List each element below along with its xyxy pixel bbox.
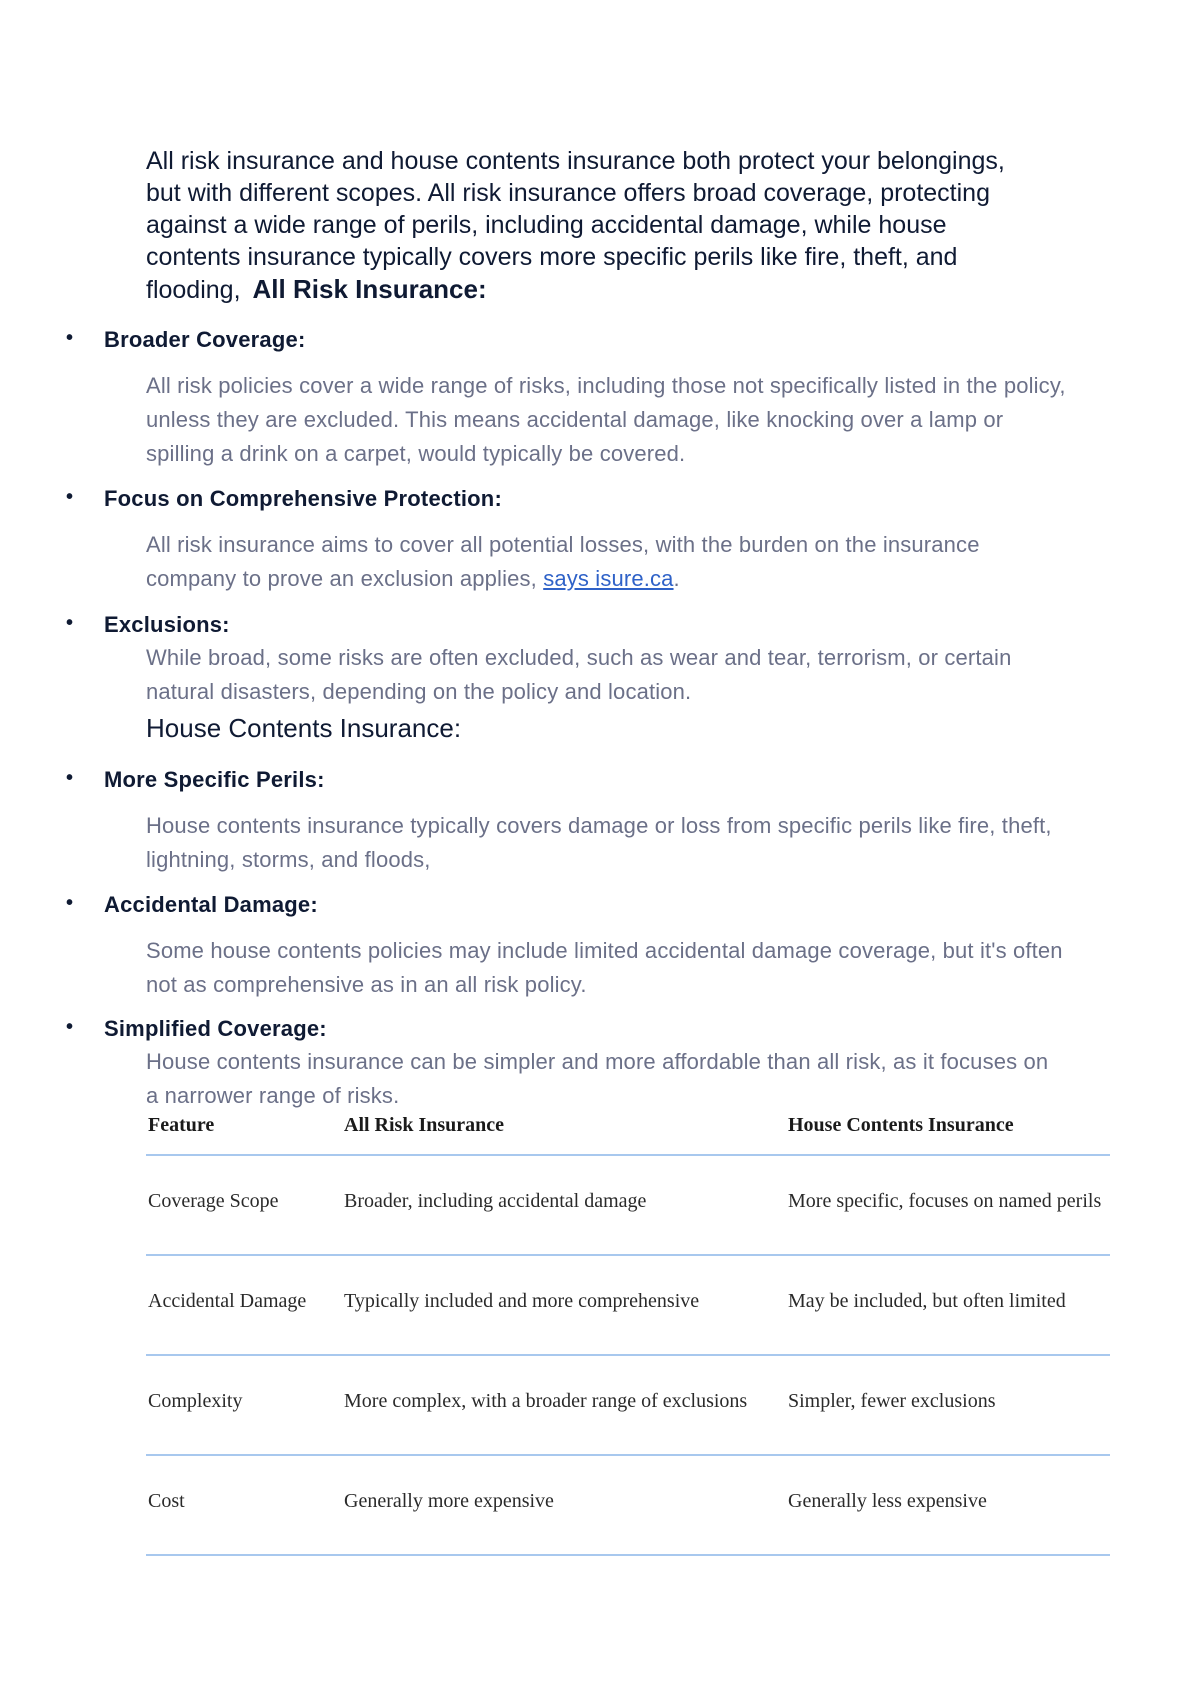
comprehensive-protection-body: All risk insurance aims to cover all potential losses, with the burden on the insurance company to prove an exclusion applies, [146, 532, 980, 591]
table-cell: Accidental Damage [148, 1290, 307, 1312]
intro-paragraph [146, 145, 1046, 306]
bullet-icon: • [66, 1016, 74, 1038]
bullet-label: More Specific Perils: [104, 767, 325, 792]
bullet-icon: • [66, 327, 74, 349]
intro-text: All risk insurance and house contents insurance both protect your belongings, but with different scopes. All risk insurance offers broad coverage, protecting against a wide range of perils, including accidental damage, while house contents insurance typically covers more specific perils like fire, theft, and flooding, [146, 147, 1005, 304]
simplified-coverage-text: House contents insurance can be simpler and more affordable than all risk, as it focuses on a narrower range of risks. [146, 1049, 1049, 1108]
bullet-icon: • [66, 486, 74, 508]
table-header-cell: Feature [148, 1114, 215, 1136]
accidental-damage-text: Some house contents policies may include limited accidental damage coverage, but it's often not as comprehensive as in an all risk policy. [146, 938, 1063, 997]
comprehensive-protection-text [146, 528, 1066, 596]
bullet-label: Focus on Comprehensive Protection: [104, 486, 502, 511]
table-cell: Complexity [148, 1390, 243, 1412]
table-cell: May be included, but often limited [788, 1290, 1066, 1312]
bullet-icon: • [66, 612, 74, 634]
table-header-cell: All Risk Insurance [344, 1114, 505, 1136]
link-trailing-period: . [673, 566, 680, 591]
table-row [146, 1356, 1110, 1456]
table-cell: Typically included and more comprehensive [344, 1290, 700, 1312]
specific-perils-text: House contents insurance typically covers damage or loss from specific perils like fire, theft, lightning, storms, and floods, [146, 813, 1052, 872]
broader-coverage-text: All risk policies cover a wide range of risks, including those not specifically listed in the policy, unless they are excluded. This means accidental damage, like knocking over a lamp or spilling a drink on a carpet, would typically be covered. [146, 373, 1066, 466]
bullet-icon: • [66, 767, 74, 789]
bullet-label: Broader Coverage: [104, 327, 306, 352]
bullet-label: Accidental Damage: [104, 892, 318, 917]
table-cell: Generally less expensive [788, 1490, 987, 1512]
table-row [146, 1156, 1110, 1256]
bullet-label: Exclusions: [104, 612, 230, 637]
house-contents-heading: House Contents Insurance: [146, 713, 462, 743]
table-cell: Cost [148, 1490, 185, 1512]
table-row [146, 1456, 1110, 1556]
exclusions-text: While broad, some risks are often excluded, such as wear and tear, terrorism, or certain natural disasters, depending on the policy and location. [146, 645, 1012, 704]
isure-link[interactable]: says isure.ca [543, 566, 674, 591]
bullet-label: Simplified Coverage: [104, 1016, 327, 1041]
bullet-icon: • [66, 892, 74, 914]
table-cell: More complex, with a broader range of exclusions [344, 1390, 748, 1412]
table-cell: Coverage Scope [148, 1190, 279, 1212]
table-cell: Broader, including accidental damage [344, 1190, 647, 1212]
table-header-cell: House Contents Insurance [788, 1114, 1014, 1136]
comparison-table [146, 1110, 1110, 1556]
table-cell: Simpler, fewer exclusions [788, 1390, 996, 1412]
table-row [146, 1256, 1110, 1356]
table-cell: Generally more expensive [344, 1490, 554, 1512]
table-cell: More specific, focuses on named perils [788, 1190, 1102, 1212]
all-risk-heading: All Risk Insurance: [252, 274, 487, 304]
table-header-row [146, 1110, 1110, 1156]
